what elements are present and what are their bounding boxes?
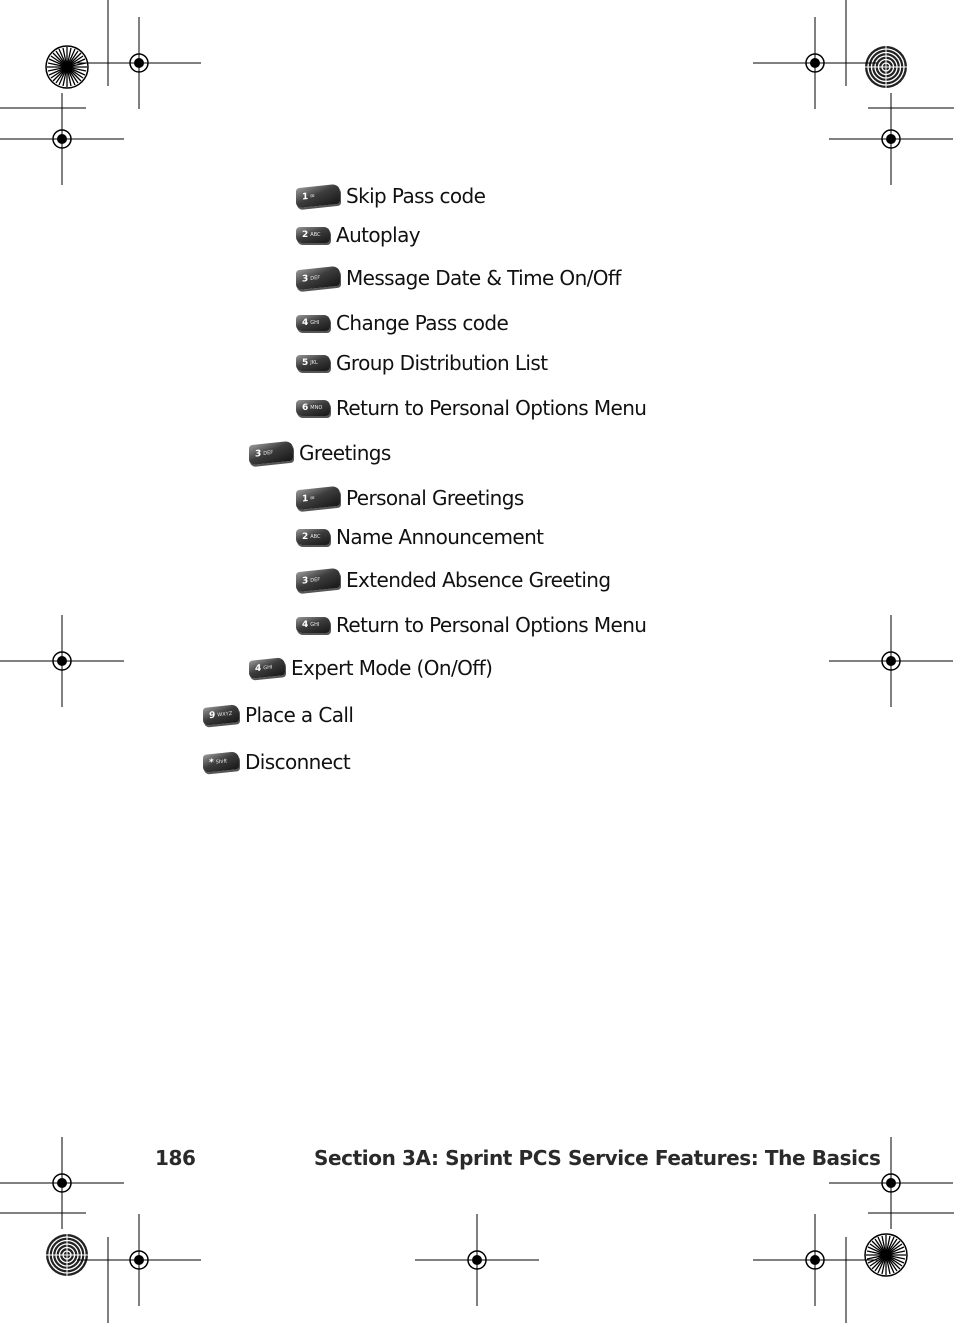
key-1-icon: 1 ✉ [296, 486, 340, 511]
menu-item-label: Autoplay [336, 223, 420, 247]
menu-item-disconnect [203, 750, 350, 774]
menu-item-label: Greetings [299, 441, 391, 465]
page-number: 186 [155, 1146, 196, 1170]
menu-item-label: Place a Call [245, 703, 354, 727]
menu-item-label: Name Announcement [336, 525, 544, 549]
menu-item-personal-greetings [296, 486, 524, 510]
menu-item-greetings [249, 441, 391, 465]
menu-item-label: Return to Personal Options Menu [336, 613, 647, 637]
key-2-icon: 2 ABC [296, 529, 330, 545]
menu-item-place-a-call [203, 703, 353, 727]
key-4-icon: 4 GHI [249, 657, 285, 679]
section-title: Section 3A: Sprint PCS Service Features: The Basics [314, 1146, 881, 1170]
menu-item-message-date-time [296, 266, 621, 290]
menu-item-label: Return to Personal Options Menu [336, 396, 647, 420]
menu-item-return-personal-options-2 [296, 613, 646, 637]
key-1-icon: 1 ✉ [296, 184, 340, 209]
menu-item-label: Disconnect [245, 750, 351, 774]
key-3-icon: 3 DEF [296, 266, 340, 291]
key-2-icon: 2 ABC [296, 227, 330, 243]
menu-item-label: Skip Pass code [346, 184, 486, 208]
menu-item-return-personal-options [296, 396, 646, 420]
menu-item-expert-mode [249, 656, 492, 680]
menu-item-label: Change Pass code [336, 311, 509, 335]
menu-item-label: Extended Absence Greeting [346, 568, 611, 592]
menu-item-name-announcement [296, 525, 543, 549]
key-5-icon: 5 JKL [296, 355, 330, 371]
menu-item-skip-pass-code [296, 184, 485, 208]
key-3-icon: 3 DEF [249, 441, 293, 466]
key-4-icon: 4 GHI [296, 315, 330, 331]
key-6-icon: 6 MNO [296, 400, 330, 416]
menu-item-label: Group Distribution List [336, 351, 548, 375]
menu-item-autoplay [296, 223, 420, 247]
key-9-icon: 9 WXYZ [203, 704, 239, 726]
menu-item-label: Personal Greetings [346, 486, 524, 510]
key-3-icon: 3 DEF [296, 568, 340, 593]
menu-item-label: Message Date & Time On/Off [346, 266, 621, 290]
key-4-icon: 4 GHI [296, 617, 330, 633]
menu-item-label: Expert Mode (On/Off) [291, 656, 493, 680]
key-star-icon: * Shift [203, 751, 239, 773]
menu-item-group-distribution-list [296, 351, 547, 375]
menu-item-change-pass-code [296, 311, 508, 335]
menu-item-extended-absence-greeting [296, 568, 610, 592]
